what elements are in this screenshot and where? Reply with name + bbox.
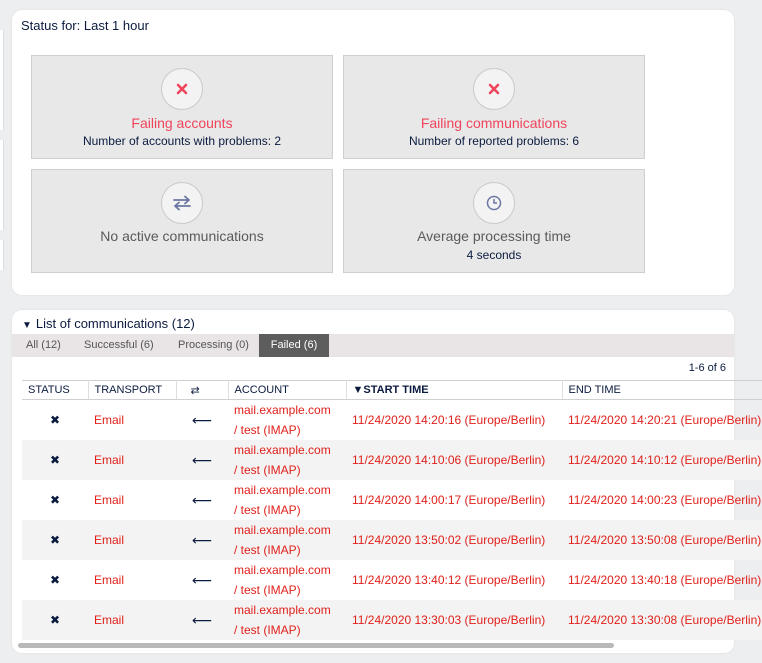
- sort-desc-icon: ▼: [352, 384, 364, 396]
- list-title: List of communications (12): [35, 316, 195, 331]
- account-text: mail.example.com: [234, 563, 331, 577]
- x-icon: [161, 68, 203, 110]
- arrows-exchange-icon: [161, 182, 203, 224]
- table-row[interactable]: [22, 560, 762, 600]
- account-text: mail.example.com: [234, 523, 331, 537]
- start-time-cell: 11/24/2020 14:20:16 (Europe/Berlin): [352, 413, 546, 427]
- end-time-cell: 11/24/2020 13:30:08 (Europe/Berlin): [562, 600, 762, 640]
- tab-failed[interactable]: Failed (6): [259, 334, 329, 357]
- col-end-time[interactable]: END TIME: [562, 381, 762, 400]
- account-text: mail.example.com: [234, 403, 331, 417]
- table-row[interactable]: [22, 440, 762, 480]
- transport-cell: Email: [94, 493, 125, 507]
- tile-title: Failing communications: [420, 115, 568, 131]
- account-cell: [228, 560, 346, 600]
- tab-all[interactable]: All (12): [26, 339, 61, 351]
- triangle-down-icon: ▼: [22, 320, 32, 331]
- account-text: / test (IMAP): [234, 463, 301, 477]
- tile-average-processing-time[interactable]: [343, 169, 645, 273]
- tile-subtitle: Number of accounts with problems: 2: [82, 134, 282, 148]
- status-x-icon: ✖: [49, 493, 61, 507]
- col-direction[interactable]: [176, 381, 228, 400]
- end-time-cell: 11/24/2020 13:50:08 (Europe/Berlin): [562, 520, 762, 560]
- end-time-cell: 11/24/2020 14:20:21 (Europe/Berlin): [568, 413, 762, 427]
- account-text: / test (IMAP): [234, 543, 301, 557]
- start-time-cell: 11/24/2020 14:10:06 (Europe/Berlin): [346, 440, 562, 480]
- table-row[interactable]: [22, 480, 762, 520]
- direction-incoming-icon: ⟵: [191, 411, 213, 428]
- start-time-cell: 11/24/2020 13:50:02 (Europe/Berlin): [346, 520, 562, 560]
- status-x-icon: ✖: [49, 413, 61, 427]
- arrows-exchange-icon: ⇄: [190, 384, 200, 397]
- account-text: mail.example.com: [234, 443, 331, 457]
- col-transport[interactable]: TRANSPORT: [88, 381, 176, 400]
- status-x-icon: ✖: [22, 440, 88, 480]
- status-x-icon: ✖: [22, 520, 88, 560]
- direction-incoming-icon: ⟵: [176, 600, 228, 640]
- status-title: Status for: Last 1 hour: [21, 18, 149, 33]
- account-text: / test (IMAP): [234, 623, 301, 637]
- col-start-time[interactable]: [346, 381, 562, 400]
- account-cell: [228, 520, 346, 560]
- transport-cell: Email: [94, 573, 125, 587]
- tile-title: Average processing time: [417, 228, 571, 244]
- account-text: / test (IMAP): [234, 503, 301, 517]
- communications-table: [22, 380, 762, 640]
- account-cell: [228, 600, 346, 640]
- table-row[interactable]: [22, 520, 762, 560]
- tile-subtitle: 4 seconds: [466, 248, 522, 262]
- end-time-cell: 11/24/2020 13:40:18 (Europe/Berlin): [568, 573, 762, 587]
- direction-incoming-icon: ⟵: [176, 440, 228, 480]
- tile-title: Failing accounts: [131, 115, 233, 131]
- account-cell: [228, 400, 346, 441]
- col-status[interactable]: STATUS: [22, 381, 88, 400]
- account-cell: [228, 480, 346, 520]
- account-text: / test (IMAP): [234, 583, 301, 597]
- col-account[interactable]: ACCOUNT: [228, 381, 346, 400]
- status-panel: [12, 10, 734, 295]
- start-time-cell: 11/24/2020 13:40:12 (Europe/Berlin): [352, 573, 546, 587]
- horizontal-scrollbar[interactable]: [18, 643, 614, 648]
- status-x-icon: ✖: [22, 600, 88, 640]
- tile-active-communications[interactable]: [31, 169, 333, 273]
- transport-cell: Email: [88, 440, 176, 480]
- tile-subtitle: Number of reported problems: 6: [408, 134, 580, 148]
- pager-info: 1-6 of 6: [688, 362, 726, 374]
- end-time-cell: 11/24/2020 14:10:12 (Europe/Berlin): [562, 440, 762, 480]
- tab-bar: [12, 334, 734, 357]
- end-time-cell: 11/24/2020 14:00:23 (Europe/Berlin): [568, 493, 762, 507]
- x-icon: [473, 68, 515, 110]
- side-panel-edge: [0, 240, 4, 270]
- tab-processing[interactable]: Processing (0): [178, 339, 249, 351]
- direction-incoming-icon: ⟵: [191, 571, 213, 588]
- communications-panel: [12, 310, 762, 653]
- table-row[interactable]: [22, 600, 762, 640]
- list-toggle[interactable]: [22, 316, 195, 331]
- transport-cell: Email: [94, 413, 125, 427]
- status-x-icon: ✖: [49, 573, 61, 587]
- transport-cell: Email: [88, 600, 176, 640]
- tile-failing-accounts[interactable]: [31, 55, 333, 159]
- table-header-row: [22, 381, 762, 400]
- account-text: mail.example.com: [234, 603, 331, 617]
- start-time-cell: 11/24/2020 13:30:03 (Europe/Berlin): [346, 600, 562, 640]
- account-text: mail.example.com: [234, 483, 331, 497]
- side-panel-edge: [0, 140, 4, 230]
- start-time-cell: 11/24/2020 14:00:17 (Europe/Berlin): [352, 493, 546, 507]
- account-text: / test (IMAP): [234, 423, 301, 437]
- side-panel-edge: [0, 30, 4, 130]
- direction-incoming-icon: ⟵: [176, 520, 228, 560]
- account-cell: [228, 440, 346, 480]
- col-start-time-label: START TIME: [363, 384, 429, 396]
- tile-title: No active communications: [100, 228, 264, 244]
- transport-cell: Email: [88, 520, 176, 560]
- tab-successful[interactable]: Successful (6): [84, 339, 154, 351]
- clock-icon: [473, 182, 515, 224]
- direction-incoming-icon: ⟵: [191, 491, 213, 508]
- tile-failing-communications[interactable]: [343, 55, 645, 159]
- table-row[interactable]: [22, 400, 762, 441]
